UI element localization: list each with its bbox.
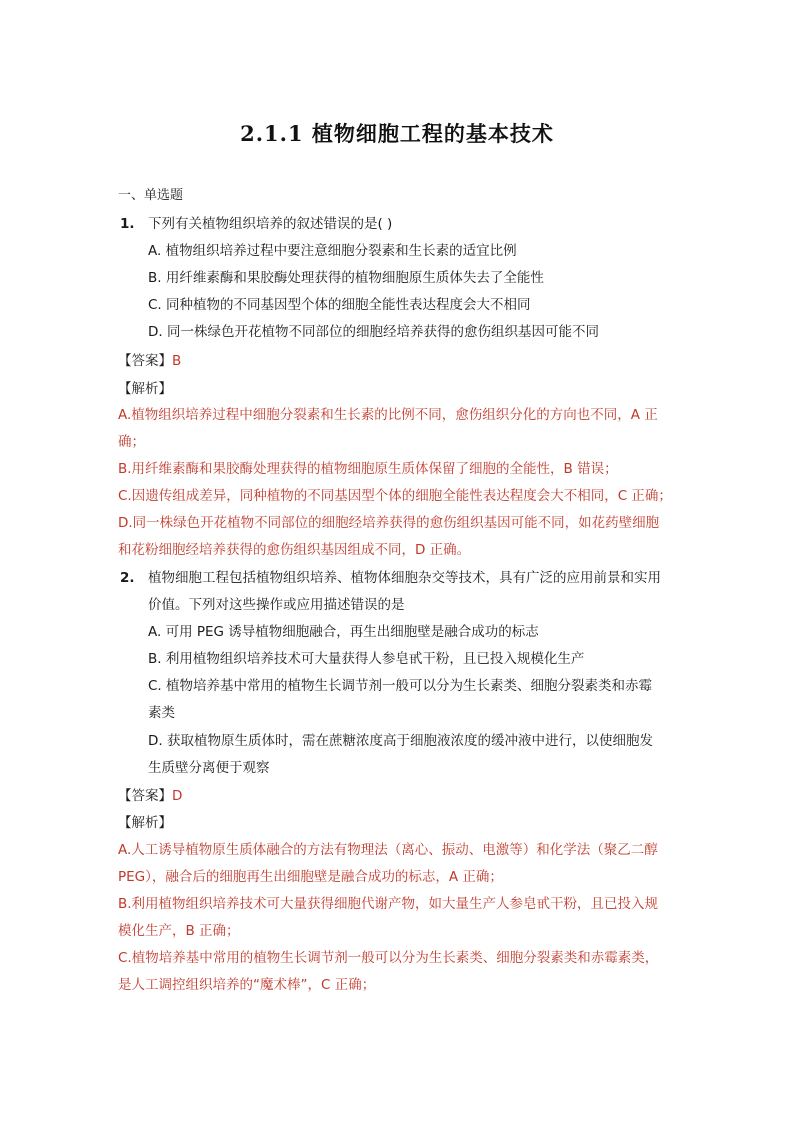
question-1-option-d: D. 同一株绿色开花植物不同部位的细胞经培养获得的愈伤组织基因可能不同 xyxy=(148,324,599,340)
answer-tag: 【答案】 xyxy=(118,788,172,804)
question-1-stem: 下列有关植物组织培养的叙述错误的是( ) xyxy=(148,216,393,232)
section-heading: 一、单选题 xyxy=(118,188,184,203)
analysis-line: B.利用植物组织培养技术可大量获得细胞代谢产物，如大量生产人参皂甙干粉，且已投入规 xyxy=(118,896,659,912)
analysis-line: D.同一株绿色开花植物不同部位的细胞经培养获得的愈伤组织基因可能不同，如花药壁细胞 xyxy=(118,515,660,531)
page-title: 2.1.1 植物细胞工程的基本技术 xyxy=(240,121,554,146)
analysis-line: A.人工诱导植物原生质体融合的方法有物理法（离心、振动、电激等）和化学法（聚乙二醇 xyxy=(118,842,658,858)
answer-value: B xyxy=(172,353,182,369)
question-2-option-a: A. 可用 PEG 诱导植物细胞融合，再生出细胞壁是融合成功的标志 xyxy=(148,624,539,640)
analysis-line: A.植物组织培养过程中细胞分裂素和生长素的比例不同，愈伤组织分化的方向也不同，A 正 xyxy=(118,407,658,423)
question-2-option-d-cont: 生质壁分离便于观察 xyxy=(148,760,270,776)
question-1-option-b: B. 用纤维素酶和果胶酶处理获得的植物细胞原生质体失去了全能性 xyxy=(148,270,544,286)
question-2-stem: 价值。下列对这些操作或应用描述错误的是 xyxy=(148,597,405,613)
question-2-option-c-cont: 素类 xyxy=(148,705,175,721)
question-1-number: 1. xyxy=(120,216,135,232)
analysis-line: PEG），融合后的细胞再生出细胞壁是融合成功的标志，A 正确； xyxy=(118,869,503,885)
analysis-line: 是人工调控组织培养的“魔术棒”，C 正确； xyxy=(118,977,376,993)
question-2-option-d: D. 获取植物原生质体时，需在蔗糖浓度高于细胞液浓度的缓冲液中进行，以使细胞发 xyxy=(148,733,653,749)
question-2-answer xyxy=(118,786,182,806)
question-1-analysis-tag: 【解析】 xyxy=(118,381,172,397)
question-2-option-c: C. 植物培养基中常用的植物生长调节剂一般可以分为生长素类、细胞分裂素类和赤霉 xyxy=(148,678,653,694)
analysis-line: C.因遗传组成差异，同种植物的不同基因型个体的细胞全能性表达程度会大不相同，C 正确； xyxy=(118,488,672,504)
analysis-line: C.植物培养基中常用的植物生长调节剂一般可以分为生长素类、细胞分裂素类和赤霉素类， xyxy=(118,950,659,966)
analysis-line: B.用纤维素酶和果胶酶处理获得的植物细胞原生质体保留了细胞的全能性，B 错误； xyxy=(118,461,618,477)
question-2-stem: 植物细胞工程包括植物组织培养、植物体细胞杂交等技术，具有广泛的应用前景和实用 xyxy=(148,570,661,586)
analysis-line: 模化生产，B 正确； xyxy=(118,923,240,939)
question-2-analysis-tag: 【解析】 xyxy=(118,815,172,831)
answer-tag: 【答案】 xyxy=(118,353,172,369)
question-1-option-a: A. 植物组织培养过程中要注意细胞分裂素和生长素的适宜比例 xyxy=(148,243,517,259)
analysis-line: 确； xyxy=(118,434,145,450)
answer-value: D xyxy=(172,788,183,804)
question-1-answer xyxy=(118,351,181,371)
analysis-line: 和花粉细胞经培养获得的愈伤组织基因组成不同，D 正确。 xyxy=(118,542,471,558)
question-2-number: 2. xyxy=(120,570,135,586)
question-2-option-b: B. 利用植物组织培养技术可大量获得人参皂甙干粉，且已投入规模化生产 xyxy=(148,651,585,667)
question-1-option-c: C. 同种植物的不同基因型个体的细胞全能性表达程度会大不相同 xyxy=(148,297,531,313)
